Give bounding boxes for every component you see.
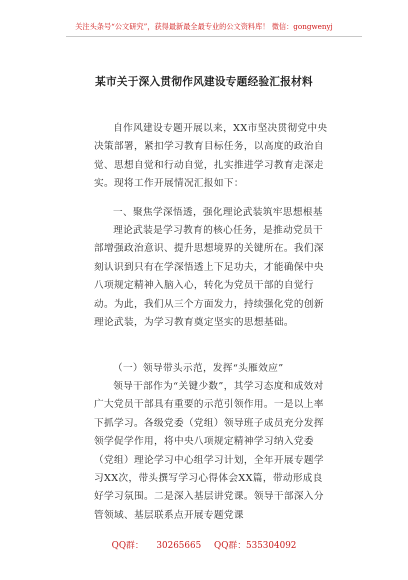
subsection-heading-1: （一）领导带头示范，发挥“头雁效应” bbox=[113, 363, 284, 374]
document-title: 某市关于深入贯彻作风建设专题经验汇报材料 bbox=[95, 76, 313, 88]
section-1-paragraph: 理论武装是学习教育的核心任务，是推动党员干部增强政治意识、提升思想境界的关键所在。我们深刻认识到只有在学深悟透上下足功夫，才能确保中央八项规定精神入脑入心，转化为党员干部的自觉行动。为此，我们从三个方面发力，持续强化党的创新理论武装，为学习教育奠定坚实的思想基础。 bbox=[94, 225, 324, 329]
intro-paragraph: 自作风建设专题开展以来，XX市坚决贯彻党中央决策部署，紧扣学习教育目标任务，以高度的政治自觉、思想自觉和行动自觉，扎实推进学习教育走深走实。现将工作开展情况汇报如下： bbox=[94, 123, 328, 190]
section-heading-1: 一、聚焦学深悟透，强化理论武装筑牢思想根基 bbox=[113, 207, 323, 218]
footer-contact: QQ群： 30265665 QQ群：535304092 bbox=[111, 541, 297, 551]
header-divider bbox=[66, 36, 362, 37]
header-note: 关注头条号“公文研究”，获得最新最全最专业的公文资料库！ 微信：gongwenyj bbox=[75, 22, 333, 31]
subsection-1-paragraph: 领导干部作为“关键少数”，其学习态度和成效对广大党员干部具有重要的示范引领作用。一是以上率下抓学习。各级党委（党组）领导班子成员充分发挥领学促学作用，将中央八项规定精神学习纳入党委（党组）理论学习中心组学习计划，全年开展专题学习XX次，带头撰写学习心得体会XX篇，带动形成良好学习氛围。二是深入基层讲党课。领导干部深入分管领域、基层联系点开展专题党课 bbox=[94, 381, 324, 521]
